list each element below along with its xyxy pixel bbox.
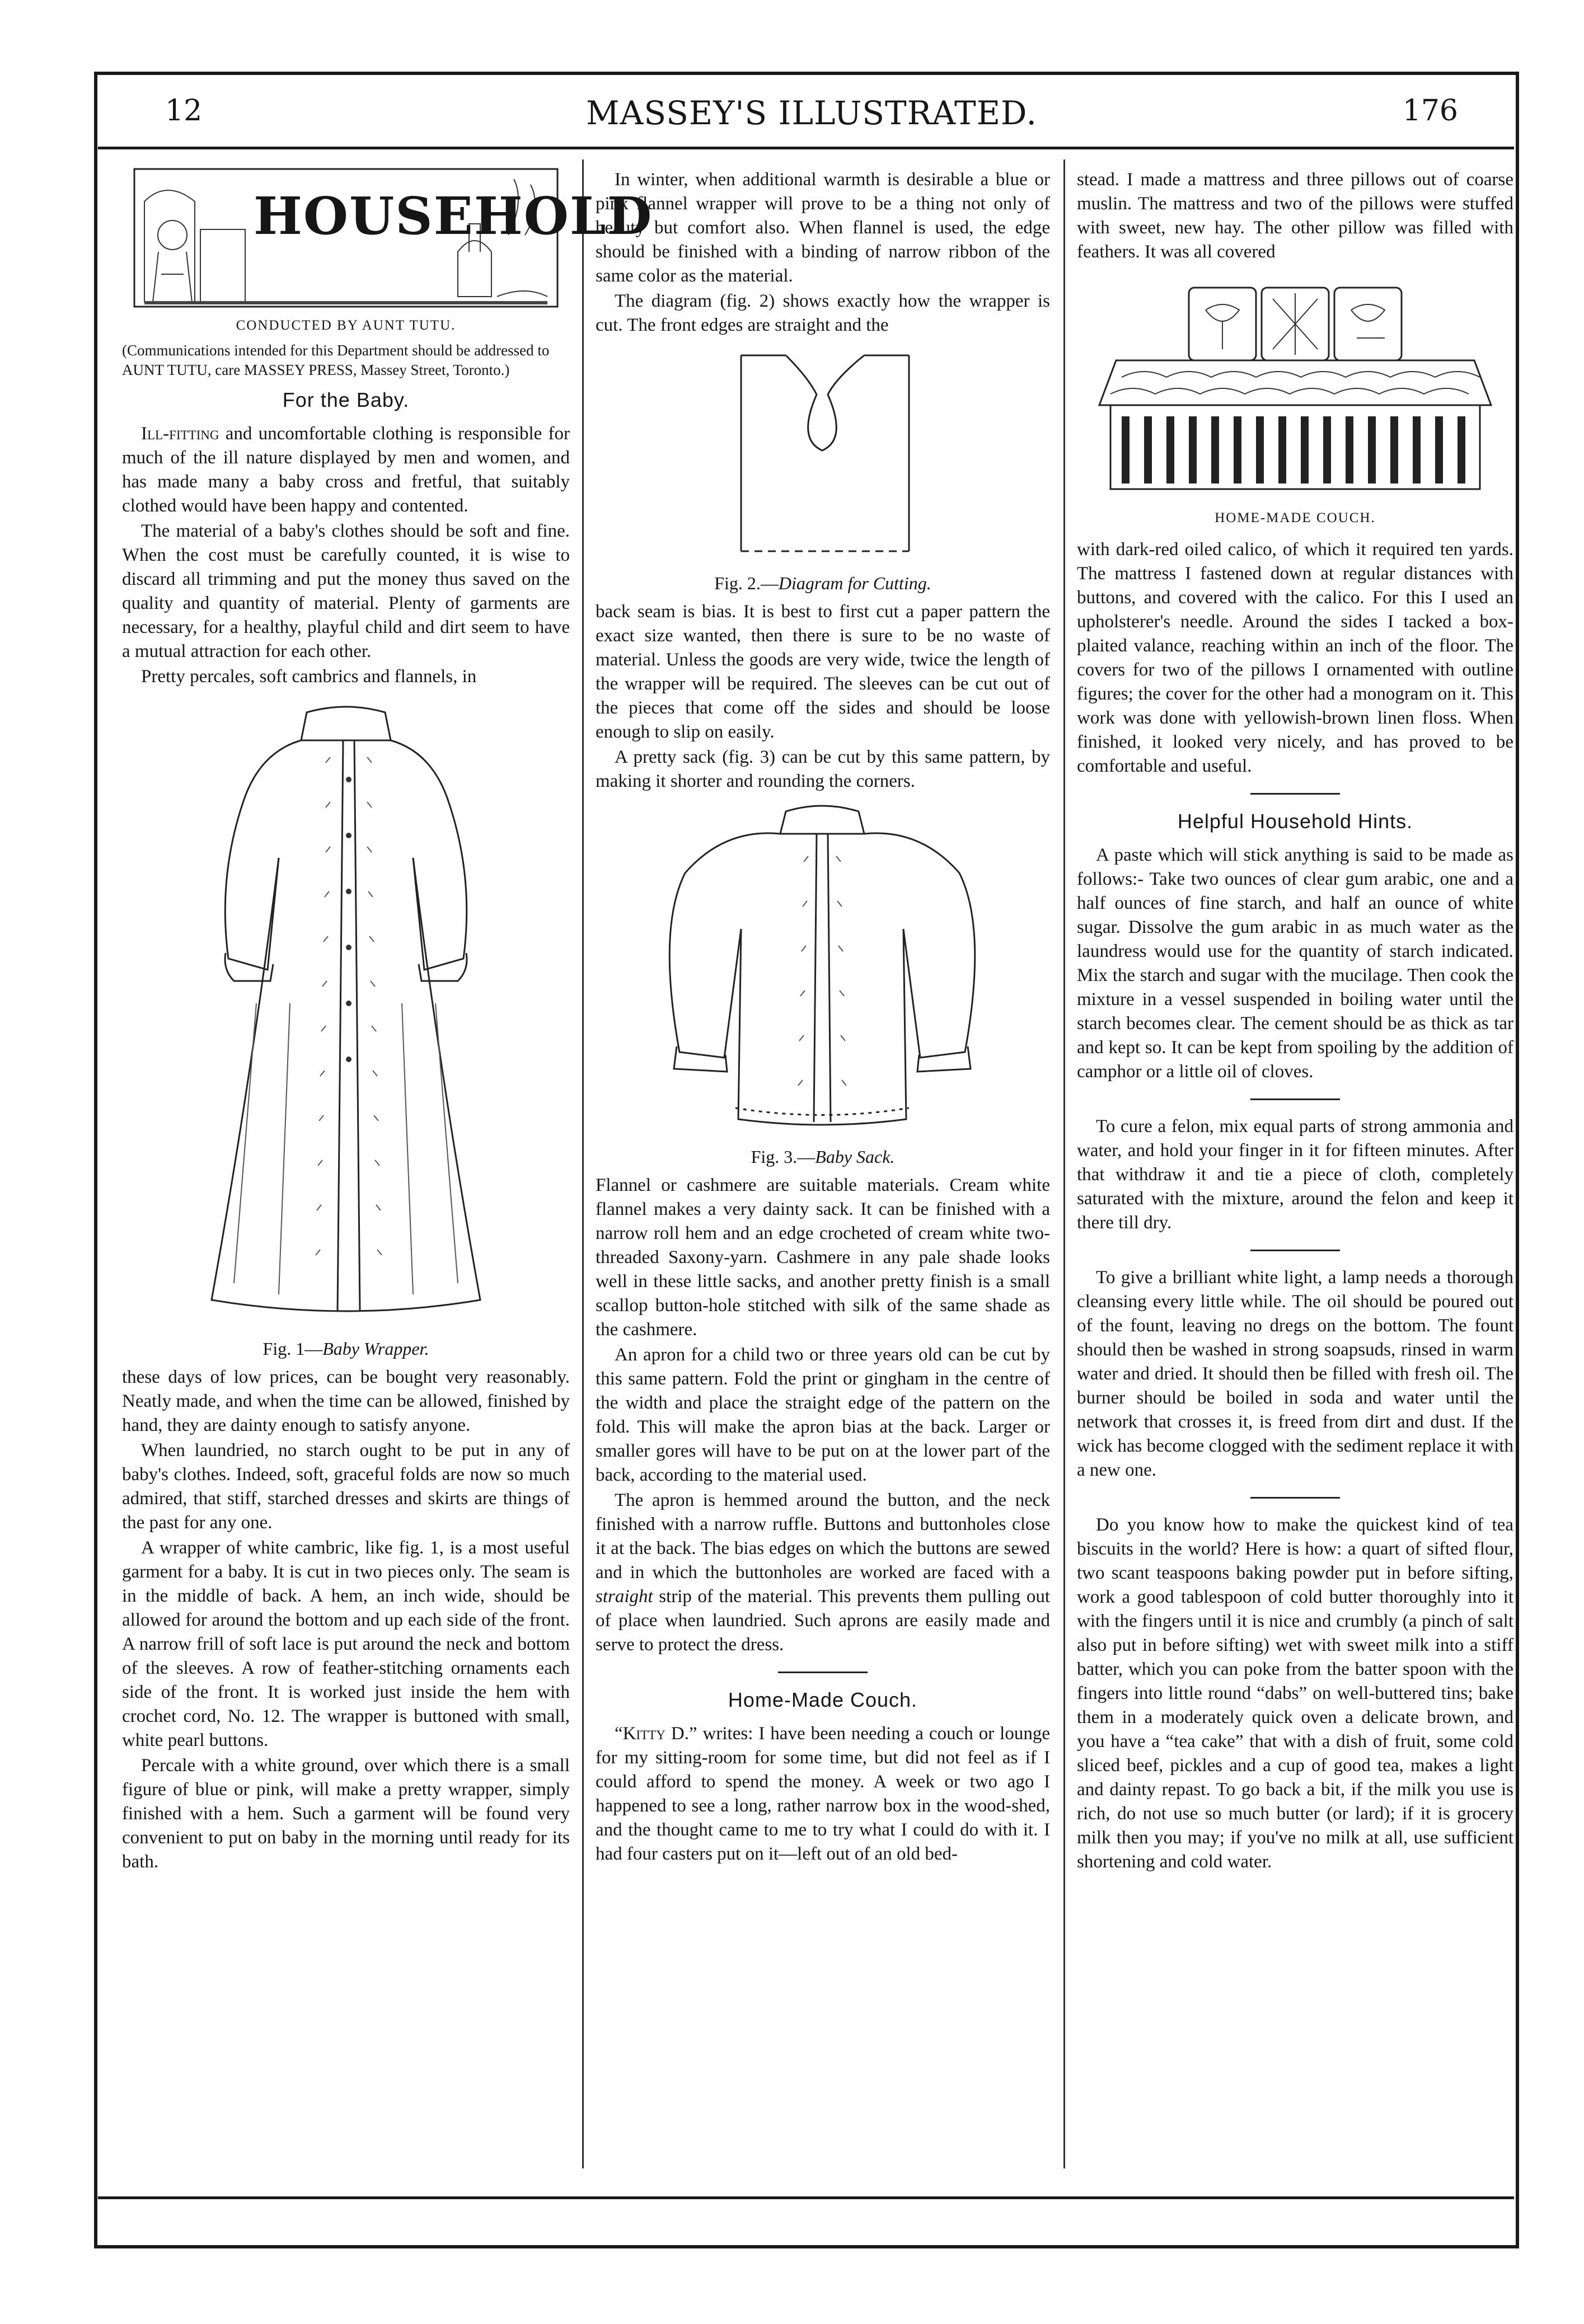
paragraph: “Kitty D.” writes: I have been needing a couch or lounge for my sitting-room for some time, but did not feel as if I could afford to spend the money. A week or two ago I happened to see a long, rather narrow box in the wood-shed, and the thought came to me to try what I could do with it. I had four casters put on it—left out of an old bed-: [596, 1724, 1050, 1864]
paragraph: When laundried, no starch ought to be put in any of baby's clothes. Indeed, soft, graceful folds are now so much admired, that stiff, starched dresses and skirts are things of the past for any one.: [122, 1440, 570, 1533]
paragraph: Percale with a white ground, over which there is a small figure of blue or pink, will make a pretty wrapper, simply finished with a hem. Such a garment will be found very convenient to put on baby in the morning until ready for its bath.: [122, 1755, 570, 1872]
diagram-for-cutting: [596, 339, 1050, 568]
hint-paragraph: To give a brilliant white light, a lamp needs a thorough cleansing every little while. The oil should be poured out of the fount, leaving no dregs on the bottom. The fount should then be washed in strong soapsuds, rinsed in warm water and dried. It should then be filled with fresh oil. The burner should be boiled in soda and water until the network that crosses it, is freed from dirt and dust. If the wick has become clogged with the sediment replace it with a new one.: [1077, 1267, 1513, 1480]
section-title-home-made-couch: Home-Made Couch.: [728, 1688, 918, 1711]
running-header: [120, 94, 1503, 139]
fig1-caption: Fig. 1—Baby Wrapper.: [263, 1339, 429, 1359]
page-number-right: 176: [1402, 94, 1458, 128]
paragraph: stead. I made a mattress and three pillows out of coarse muslin. The mattress and two of the pillows were stuffed with sweet, new hay. The other pillow was filled with feathers. It was all covered: [1077, 170, 1513, 262]
hint-paragraph: A paste which will stick anything is said to be made as follows:- Take two ounces of clear gum arabic, one and a half ounces of fine starch, and half an ounce of white sugar. Dissolve the gum arabic in as much water as the laundress would use for the quantity of starch indicated. Mix the starch and sugar with the mucilage. Then cook the mixture in a vessel suspended in boiling water until the starch becomes clear. The cement should be as thick as tar and kept so. It can be kept from spoiling by the addition of camphor or a little oil of cloves.: [1077, 845, 1513, 1082]
paragraph: The apron is hemmed around the button, and the neck finished with a narrow ruffle. Buttons and buttonholes close it at the back. The bias edges on which the buttons are sewed and in which the buttonholes are worked are faced with a straight strip of the material. This prevents them pulling out of place when laundried. Such aprons are easily made and serve to protect the dress.: [596, 1490, 1050, 1655]
paragraph: The material of a baby's clothes should be soft and fine. When the cost must be carefully counted, it is wise to discard all trimming and put the money thus saved on the quality and quantity of material. Plenty of garments are necessary, for a healthy, playful child and dirt seem to have a mutual attraction for each other.: [122, 521, 570, 661]
separator-rule: [1250, 1250, 1340, 1251]
separator-rule: [1250, 1497, 1340, 1499]
paragraph: back seam is bias. It is best to first cut a paper pattern the exact size wanted, then there is sure to be no waste of material. Unless the goods are very wide, twice the length of the wrapper will be required. The sleeves can be cut out of the pieces that come off the sides and should be loose enough to slip on easily.: [596, 602, 1050, 742]
paragraph: these days of low prices, can be bought very reasonably. Neatly made, and when the time can be allowed, finished by hand, they are dainty enough to satisfy anyone.: [122, 1367, 570, 1435]
lead-in: “Kitty D.”: [615, 1724, 697, 1744]
column-rule-1: [582, 159, 584, 2168]
hint-paragraph: To cure a felon, mix equal parts of strong ammonia and water, and hold your finger in it for fifteen minutes. After that withdraw it and tie a piece of cloth, completely saturated with the mixture, around the felon and keep it there till dry.: [1077, 1116, 1513, 1233]
separator-rule: [778, 1672, 868, 1673]
section-title-for-the-baby: For the Baby.: [282, 388, 410, 411]
baby-wrapper-illustration: [122, 690, 570, 1334]
lead-in: Ill-fitting: [141, 424, 219, 444]
fig2-caption: Fig. 2.—Diagram for Cutting.: [714, 573, 931, 593]
banner-title: HOUSEHOLD: [254, 186, 653, 246]
couch-caption: HOME-MADE COUCH.: [1215, 510, 1376, 525]
paragraph: with dark-red oiled calico, of which it required ten yards. The mattress I fastened down at regular distances with buttons, and covered with the calico. For this I used an upholsterer's needle. Around the sides I tacked a box-plaited valance, reaching within an inch of the floor. The covers for two of the pillows I ornamented with outline figures; the cover for the other had a monogram on it. This work was done with yellowish-brown linen floss. When finished, it looked very nicely, and has proved to be comfortable and useful.: [1077, 539, 1513, 776]
paragraph: Pretty percales, soft cambrics and flannels, in: [141, 666, 477, 687]
paragraph: In winter, when additional warmth is desirable a blue or pink flannel wrapper will prove to be a thing not only of beauty but comfort also. When flannel is used, the edge should be finished with a binding of narrow ribbon of the same color as the material.: [596, 170, 1050, 286]
paragraph: An apron for a child two or three years old can be cut by this same pattern. Fold the print or gingham in the centre of the width and place the straight edge of the pattern on the fold. This will make the apron bias at the back. Larger or smaller gores will have to be put on at the lower part of the back, according to the material used.: [596, 1345, 1050, 1485]
header-rule: [98, 147, 1514, 149]
paragraph: Flannel or cashmere are suitable materials. Cream white flannel makes a very dainty sack. It can be finished with a narrow roll hem and an edge crocheted of cream white two-threaded Saxony-yarn. Cashmere in any pale shade looks well in these little sacks, and another pretty finish is a small scallop button-hole stitched with silk of the same shade as the cashmere.: [596, 1175, 1050, 1340]
fig3-caption: Fig. 3.—Baby Sack.: [751, 1147, 895, 1167]
section-title-household-hints: Helpful Household Hints.: [1177, 810, 1413, 833]
column-2: [596, 168, 1050, 1867]
magazine-title: MASSEY'S ILLUSTRATED.: [586, 94, 1037, 132]
paragraph: Ill-fitting and uncomfortable clothing is responsible for much of the ill nature displayed by men and women, and has made many a baby cross and fretful, that suitably clothed would have been happy and contented.: [122, 424, 570, 516]
paragraph: A wrapper of white cambric, like fig. 1, is a most useful garment for a baby. It is cut in two pieces only. The seam is in the middle of back. A hem, an inch wide, should be allowed for around the bottom and up each side of the front. A narrow frill of soft lace is put around the neck and bottom of the sleeves. A row of feather-stitching ornaments each side of the front. It is worked just inside the hem with crochet cord, No. 12. The wrapper is buttoned with small, white pearl buttons.: [122, 1538, 570, 1750]
paragraph: The diagram (fig. 2) shows exactly how the wrapper is cut. The front edges are straight and the: [596, 291, 1050, 335]
column-rule-2: [1063, 159, 1065, 2168]
footer-rule: [98, 2196, 1514, 2199]
paragraph: A pretty sack (fig. 3) can be cut by this same pattern, by making it shorter and rounding the corners.: [596, 747, 1050, 791]
column-1: [122, 168, 653, 1875]
baby-sack-illustration: [596, 795, 1050, 1142]
home-made-couch-illustration: [1077, 265, 1513, 500]
hint-paragraph: Do you know how to make the quickest kind of tea biscuits in the world? Here is how: a quart of sifted flour, two scant teaspoons baking powder put in before sifting, work a good tablespoon of cold butter thoroughly into it with the fingers until it is nice and crumbly (a pinch of salt also put in before sifting) wet with sweet milk into a stiff batter, which you can poke from the batter spoon with the fingers into little round “dabs” on well-buttered tins; bake them in a moderately quick oven a delicate brown, and you have a “tea cake” that with a dish of fruit, some cold sliced beef, pickles and a cup of good tea, makes a light and dainty repast. To go back a bit, if the milk you use is rich, do not use so much butter (or lard); if it is grocery milk then you may; if you've no milk at all, use sufficient shortening and cold water.: [1077, 1515, 1513, 1872]
communications-note: (Communications intended for this Department should be addressed to AUNT TUTU, care MASSEY PRESS, Massey Street, Toronto.): [122, 342, 550, 378]
separator-rule: [1250, 793, 1340, 795]
column-3: [1077, 168, 1513, 1875]
page-number-left: 12: [165, 94, 203, 128]
household-banner: [133, 168, 653, 308]
separator-rule: [1250, 1098, 1340, 1100]
conducted-by: CONDUCTED BY AUNT TUTU.: [236, 318, 456, 333]
